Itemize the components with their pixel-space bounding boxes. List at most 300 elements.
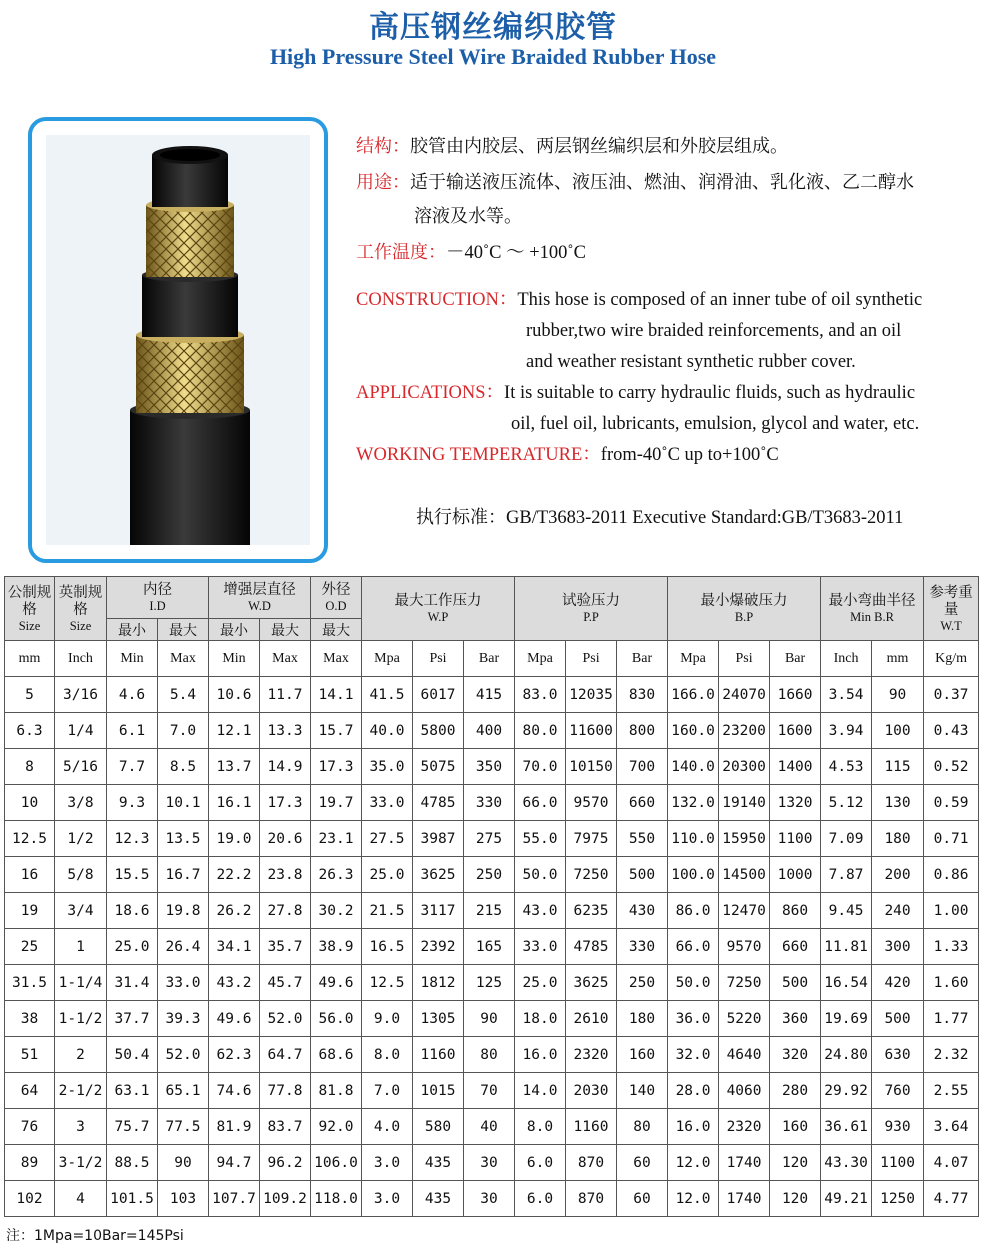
table-cell: 12035 [566,677,617,713]
construction-text-2: rubber,two wire braided reinforcements, and an oil [526,321,902,341]
table-cell: 13.5 [158,821,209,857]
unit-cell: Max [311,641,362,677]
table-cell: 20.6 [260,821,311,857]
executive-standard [416,503,903,529]
unit-cell: Min [209,641,260,677]
header-id: 内径 I.D [107,577,209,619]
table-cell: 1305 [413,1001,464,1037]
table-cell: 7.0 [158,713,209,749]
table-cell: 2320 [719,1109,770,1145]
table-cell: 10 [5,785,55,821]
table-cell: 90 [872,677,924,713]
table-cell: 215 [464,893,515,929]
table-cell: 1160 [566,1109,617,1145]
table-cell: 16 [5,857,55,893]
table-cell: 16.0 [668,1109,719,1145]
table-cell: 56.0 [311,1001,362,1037]
table-cell: 0.43 [924,713,979,749]
unit-cell: Psi [719,641,770,677]
table-cell: 23200 [719,713,770,749]
table-cell: 130 [872,785,924,821]
table-cell: 10.6 [209,677,260,713]
header-id-min: 最小 [107,619,158,641]
table-cell: 200 [872,857,924,893]
header-od: 外径 O.D [311,577,362,619]
applications-line1 [356,378,966,409]
table-cell: 630 [872,1037,924,1073]
header-pp: 试验压力 P.P [515,577,668,641]
table-cell: 5220 [719,1001,770,1037]
table-cell: 3.0 [362,1181,413,1217]
table-cell: 26.4 [158,929,209,965]
table-cell: 19.0 [209,821,260,857]
table-cell: 1100 [770,821,821,857]
table-cell: 5/8 [55,857,107,893]
table-cell: 7250 [719,965,770,1001]
table-cell: 125 [464,965,515,1001]
header-od-max: 最大 [311,619,362,641]
table-cell: 77.8 [260,1073,311,1109]
unit-cell: Inch [821,641,872,677]
table-cell: 7.09 [821,821,872,857]
table-cell: 65.1 [158,1073,209,1109]
table-cell: 1812 [413,965,464,1001]
table-cell: 4060 [719,1073,770,1109]
table-cell: 20300 [719,749,770,785]
table-cell: 3-1/2 [55,1145,107,1181]
table-cell: 500 [617,857,668,893]
header-wt: 参考重量 W.T [924,577,979,641]
spec-table [4,576,979,1217]
table-cell: 80 [617,1109,668,1145]
table-cell: 4 [55,1181,107,1217]
table-cell: 75.7 [107,1109,158,1145]
usage-text-line2: 溶液及水等。 [414,206,522,227]
table-cell: 1400 [770,749,821,785]
table-cell: 15.7 [311,713,362,749]
applications-text-2: oil, fuel oil, lubricants, emulsion, glycol and water, etc. [511,414,920,434]
table-row [5,1073,979,1109]
table-cell: 1/4 [55,713,107,749]
table-cell: 33.0 [158,965,209,1001]
table-cell: 330 [464,785,515,821]
table-cell: 14500 [719,857,770,893]
table-cell: 3117 [413,893,464,929]
table-cell: 17.3 [311,749,362,785]
table-cell: 25.0 [362,857,413,893]
table-cell: 1740 [719,1145,770,1181]
table-cell: 10150 [566,749,617,785]
table-cell: 12.5 [5,821,55,857]
table-cell: 7975 [566,821,617,857]
table-cell: 330 [617,929,668,965]
table-cell: 52.0 [158,1037,209,1073]
table-cell: 43.2 [209,965,260,1001]
table-cell: 7.87 [821,857,872,893]
table-cell: 25.0 [107,929,158,965]
table-cell: 88.5 [107,1145,158,1181]
table-cell: 74.6 [209,1073,260,1109]
table-cell: 180 [617,1001,668,1037]
table-cell: 9.45 [821,893,872,929]
table-cell: 2 [55,1037,107,1073]
header-size-metric: 公制规格 Size [5,577,55,641]
table-cell: 110.0 [668,821,719,857]
table-cell: 6.0 [515,1145,566,1181]
table-row [5,821,979,857]
table-cell: 64.7 [260,1037,311,1073]
table-cell: 49.21 [821,1181,872,1217]
table-cell: 1.33 [924,929,979,965]
construction-text-3: and weather resistant synthetic rubber cover. [526,352,856,372]
table-cell: 3/4 [55,893,107,929]
table-cell: 49.6 [209,1001,260,1037]
table-cell: 420 [872,965,924,1001]
table-cell: 37.7 [107,1001,158,1037]
table-cell: 140 [617,1073,668,1109]
table-cell: 22.2 [209,857,260,893]
description-cn-temp [356,237,966,269]
table-cell: 23.8 [260,857,311,893]
table-cell: 275 [464,821,515,857]
table-cell: 435 [413,1145,464,1181]
table-cell: 14.0 [515,1073,566,1109]
table-cell: 109.2 [260,1181,311,1217]
table-cell: 60 [617,1145,668,1181]
table-cell: 3.94 [821,713,872,749]
table-cell: 1000 [770,857,821,893]
table-cell: 55.0 [515,821,566,857]
table-cell: 1160 [413,1037,464,1073]
table-cell: 3 [55,1109,107,1145]
unit-cell: Mpa [362,641,413,677]
table-cell: 3987 [413,821,464,857]
table-header-row [5,577,979,619]
table-cell: 16.5 [362,929,413,965]
table-cell: 106.0 [311,1145,362,1181]
table-cell: 320 [770,1037,821,1073]
table-cell: 8.5 [158,749,209,785]
table-cell: 1/2 [55,821,107,857]
header-size-inch: 英制规格 Size [55,577,107,641]
table-cell: 40 [464,1109,515,1145]
table-cell: 6.1 [107,713,158,749]
table-row [5,893,979,929]
table-cell: 12.0 [668,1181,719,1217]
table-cell: 4.77 [924,1181,979,1217]
table-row [5,857,979,893]
table-cell: 1-1/4 [55,965,107,1001]
standard-text: GB/T3683-2011 Executive Standard:GB/T3683-2011 [506,508,904,528]
table-cell: 8.0 [515,1109,566,1145]
table-cell: 500 [770,965,821,1001]
table-cell: 11.81 [821,929,872,965]
table-cell: 23.1 [311,821,362,857]
table-cell: 35.0 [362,749,413,785]
table-cell: 118.0 [311,1181,362,1217]
hose-cutaway-image [46,135,310,545]
table-cell: 2.32 [924,1037,979,1073]
table-cell: 660 [617,785,668,821]
table-cell: 415 [464,677,515,713]
table-cell: 1250 [872,1181,924,1217]
table-cell: 500 [872,1001,924,1037]
table-cell: 103 [158,1181,209,1217]
table-cell: 27.5 [362,821,413,857]
page-title-cn: 高压钢丝编织胶管 [369,10,617,45]
table-cell: 3625 [413,857,464,893]
table-cell: 300 [872,929,924,965]
table-cell: 27.8 [260,893,311,929]
table-cell: 31.4 [107,965,158,1001]
construction-text-1: This hose is composed of an inner tube of oil synthetic [517,290,923,310]
table-cell: 101.5 [107,1181,158,1217]
table-cell: 250 [617,965,668,1001]
table-cell: 36.0 [668,1001,719,1037]
table-cell: 2.55 [924,1073,979,1109]
table-cell: 26.2 [209,893,260,929]
table-cell: 4785 [413,785,464,821]
unit-cell: Mpa [515,641,566,677]
table-cell: 70 [464,1073,515,1109]
construction-line1 [356,285,966,316]
table-row [5,785,979,821]
table-cell: 8.0 [362,1037,413,1073]
footnote: 注：1Mpa=10Bar=145Psi [6,1228,184,1244]
structure-text: 胶管由内胶层、两层钢丝编织层和外胶层组成。 [410,136,788,157]
unit-cell: mm [872,641,924,677]
table-cell: 19.8 [158,893,209,929]
table-cell: 16.0 [515,1037,566,1073]
table-cell: 10.1 [158,785,209,821]
table-row [5,749,979,785]
table-cell: 43.0 [515,893,566,929]
table-cell: 32.0 [668,1037,719,1073]
table-cell: 18.0 [515,1001,566,1037]
table-cell: 350 [464,749,515,785]
table-cell: 2030 [566,1073,617,1109]
unit-cell: Psi [566,641,617,677]
table-cell: 9.0 [362,1001,413,1037]
table-row [5,1109,979,1145]
table-cell: 83.7 [260,1109,311,1145]
table-cell: 60 [617,1181,668,1217]
table-cell: 83.0 [515,677,566,713]
table-row [5,929,979,965]
working-temp-line [356,440,966,471]
table-cell: 7.0 [362,1073,413,1109]
table-cell: 19 [5,893,55,929]
structure-label: 结构： [356,136,410,157]
table-cell: 51 [5,1037,55,1073]
table-cell: 25.0 [515,965,566,1001]
table-cell: 140.0 [668,749,719,785]
table-cell: 86.0 [668,893,719,929]
table-cell: 160.0 [668,713,719,749]
table-cell: 45.7 [260,965,311,1001]
table-cell: 1660 [770,677,821,713]
table-cell: 435 [413,1181,464,1217]
table-cell: 66.0 [668,929,719,965]
table-cell: 50.4 [107,1037,158,1073]
table-cell: 1.00 [924,893,979,929]
table-cell: 12.1 [209,713,260,749]
table-cell: 4.0 [362,1109,413,1145]
table-cell: 21.5 [362,893,413,929]
table-cell: 132.0 [668,785,719,821]
table-cell: 830 [617,677,668,713]
table-cell: 800 [617,713,668,749]
table-cell: 120 [770,1181,821,1217]
table-cell: 102 [5,1181,55,1217]
table-cell: 15.5 [107,857,158,893]
table-cell: 8 [5,749,55,785]
table-cell: 1 [55,929,107,965]
table-cell: 25 [5,929,55,965]
table-cell: 6235 [566,893,617,929]
table-cell: 700 [617,749,668,785]
unit-cell: Max [158,641,209,677]
table-cell: 30 [464,1181,515,1217]
table-cell: 24.80 [821,1037,872,1073]
table-cell: 26.3 [311,857,362,893]
table-cell: 68.6 [311,1037,362,1073]
unit-cell: Psi [413,641,464,677]
unit-cell: Bar [770,641,821,677]
table-cell: 81.9 [209,1109,260,1145]
table-cell: 39.3 [158,1001,209,1037]
table-row [5,1145,979,1181]
table-row [5,1001,979,1037]
table-cell: 1-1/2 [55,1001,107,1037]
table-cell: 76 [5,1109,55,1145]
header-wd: 增强层直径 W.D [209,577,311,619]
table-cell: 41.5 [362,677,413,713]
table-row [5,1181,979,1217]
table-cell: 70.0 [515,749,566,785]
table-cell: 62.3 [209,1037,260,1073]
table-cell: 3.64 [924,1109,979,1145]
table-cell: 63.1 [107,1073,158,1109]
table-cell: 4.53 [821,749,872,785]
table-cell: 11600 [566,713,617,749]
table-cell: 1.77 [924,1001,979,1037]
table-cell: 240 [872,893,924,929]
table-cell: 870 [566,1145,617,1181]
standard-label: 执行标准： [416,507,506,528]
table-cell: 30.2 [311,893,362,929]
table-cell: 11.7 [260,677,311,713]
table-cell: 12.5 [362,965,413,1001]
table-row [5,1037,979,1073]
table-cell: 12.3 [107,821,158,857]
working-temp-text: from-40˚C up to+100˚C [600,445,779,465]
description-cn-structure [356,131,966,162]
description-cn-usage [356,167,966,198]
table-cell: 19.69 [821,1001,872,1037]
table-cell: 50.0 [515,857,566,893]
table-cell: 280 [770,1073,821,1109]
table-cell: 2-1/2 [55,1073,107,1109]
unit-cell: Bar [617,641,668,677]
table-cell: 7.7 [107,749,158,785]
unit-cell: Inch [55,641,107,677]
table-cell: 35.7 [260,929,311,965]
header-id-max: 最大 [158,619,209,641]
header-wd-max: 最大 [260,619,311,641]
table-cell: 15950 [719,821,770,857]
table-cell: 1600 [770,713,821,749]
table-cell: 550 [617,821,668,857]
header-bp: 最小爆破压力 B.P [668,577,821,641]
table-cell: 19.7 [311,785,362,821]
table-cell: 120 [770,1145,821,1181]
table-cell: 430 [617,893,668,929]
table-cell: 31.5 [5,965,55,1001]
table-cell: 930 [872,1109,924,1145]
table-cell: 5/16 [55,749,107,785]
table-cell: 4.07 [924,1145,979,1181]
unit-cell: Bar [464,641,515,677]
table-cell: 6.0 [515,1181,566,1217]
description-cn-usage-2 [414,201,986,232]
table-cell: 13.7 [209,749,260,785]
table-cell: 34.1 [209,929,260,965]
table-cell: 3.54 [821,677,872,713]
table-cell: 38.9 [311,929,362,965]
header-wp: 最大工作压力 W.P [362,577,515,641]
table-cell: 77.5 [158,1109,209,1145]
working-temp-label: WORKING TEMPERATURE： [356,445,601,465]
table-cell: 28.0 [668,1073,719,1109]
table-cell: 3.0 [362,1145,413,1181]
table-cell: 0.52 [924,749,979,785]
table-cell: 90 [158,1145,209,1181]
table-cell: 9570 [719,929,770,965]
table-cell: 6017 [413,677,464,713]
table-cell: 5.12 [821,785,872,821]
table-cell: 3/16 [55,677,107,713]
table-cell: 89 [5,1145,55,1181]
table-cell: 250 [464,857,515,893]
applications-label: APPLICATIONS： [356,383,505,403]
table-cell: 30 [464,1145,515,1181]
table-cell: 2392 [413,929,464,965]
table-row [5,677,979,713]
table-cell: 760 [872,1073,924,1109]
table-row [5,713,979,749]
table-cell: 16.7 [158,857,209,893]
table-cell: 3/8 [55,785,107,821]
table-cell: 40.0 [362,713,413,749]
table-cell: 12.0 [668,1145,719,1181]
table-cell: 0.71 [924,821,979,857]
table-cell: 12470 [719,893,770,929]
unit-cell: Kg/m [924,641,979,677]
units-row [5,641,979,677]
table-body [5,641,979,1217]
table-cell: 33.0 [515,929,566,965]
table-cell: 0.86 [924,857,979,893]
table-cell: 92.0 [311,1109,362,1145]
page-title-en: High Pressure Steel Wire Braided Rubber Hose [269,44,717,69]
table-cell: 7250 [566,857,617,893]
table-cell: 4.6 [107,677,158,713]
table-cell: 29.92 [821,1073,872,1109]
table-cell: 160 [770,1109,821,1145]
table-cell: 4640 [719,1037,770,1073]
table-cell: 580 [413,1109,464,1145]
